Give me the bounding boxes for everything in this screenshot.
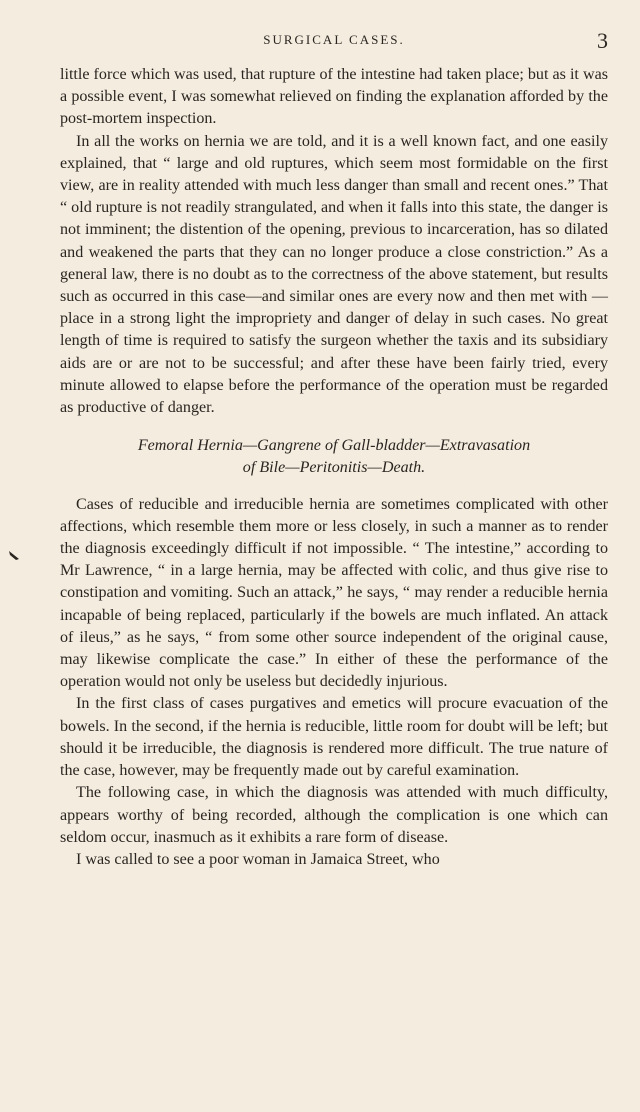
section-heading-line-2: of Bile—Peritonitis—Death. (242, 459, 426, 477)
page-header (60, 28, 608, 52)
paragraph-continued: little force which was used, that rupture of the intestine had taken place; but as it was a possible event, I was somewhat relieved on finding the explanation afforded by the post-mortem inspection. (60, 66, 608, 128)
paragraph-purgatives: In the first class of cases purgatives and emetics will procure evacuation of the bowels. In the second, if the hernia is reducible, little room for doubt will be left; but should it be irreducible, the diagnosis is rendered more difficult. The true nature of the case, however, may be frequently made out by careful examination. (60, 695, 608, 780)
running-head: SURGICAL CASES. (263, 32, 405, 47)
body-text (60, 64, 608, 871)
paragraph-hernia-danger: In all the works on hernia we are told, and it is a well known fact, and one easily explained, that “ large and old ruptures, which seem most formidable on the first view, are in reality attended with much less danger than small and recent ones.” That “ old rupture is not readily strangulated, and when it falls into this state, the danger is not imminent; the distention of the opening, previous to incarceration, has so dilated and weakened the parts that they can no longer produce a close constriction.” As a general law, there is no doubt as to the correctness of the above statement, but results such as occurred in this case—and similar ones are every now and then met with —place in a strong light the impropriety and danger of delay in such cases. No great length of time is required to satisfy the surgeon whether the taxis and its subsidiary aids are or are not to be successful; and after these have been fairly tried, every minute allowed to elapse before the performance of the operation must be regarded as productive of danger. (60, 132, 608, 417)
paragraph-following-case: The following case, in which the diagnosis was attended with much difficulty, appears worthy of being recorded, although the complication is one which can seldom occur, inasmuch as it exhibits a rare form of disease. (60, 784, 608, 846)
pointing-hand-mark-icon (8, 548, 22, 562)
section-heading (60, 435, 608, 479)
paragraph-case-start: I was called to see a poor woman in Jamaica Street, who (76, 850, 440, 868)
paragraph-complications: Cases of reducible and irreducible hernia are sometimes complicated with other affections, which resemble them more or less closely, in such a manner as to render the diagnosis exceedingly difficult if not impossible. “ The intestine,” according to Mr Lawrence, “ in a large hernia, may be affected with colic, and thus give rise to constipation and vomiting. Such an attack,” he says, “ may render a reducible hernia incapable of being replaced, particularly if the bowels are much inflated. An attack of ileus,” as he says, “ from some other source independent of the original cause, may likewise complicate the case.” In either of these the performance of the operation would not only be useless but decidedly injurious. (60, 495, 608, 691)
section-heading-line-1: Femoral Hernia—Gangrene of Gall-bladder—Extravasation (137, 437, 531, 455)
page-number: 3 (597, 28, 608, 53)
